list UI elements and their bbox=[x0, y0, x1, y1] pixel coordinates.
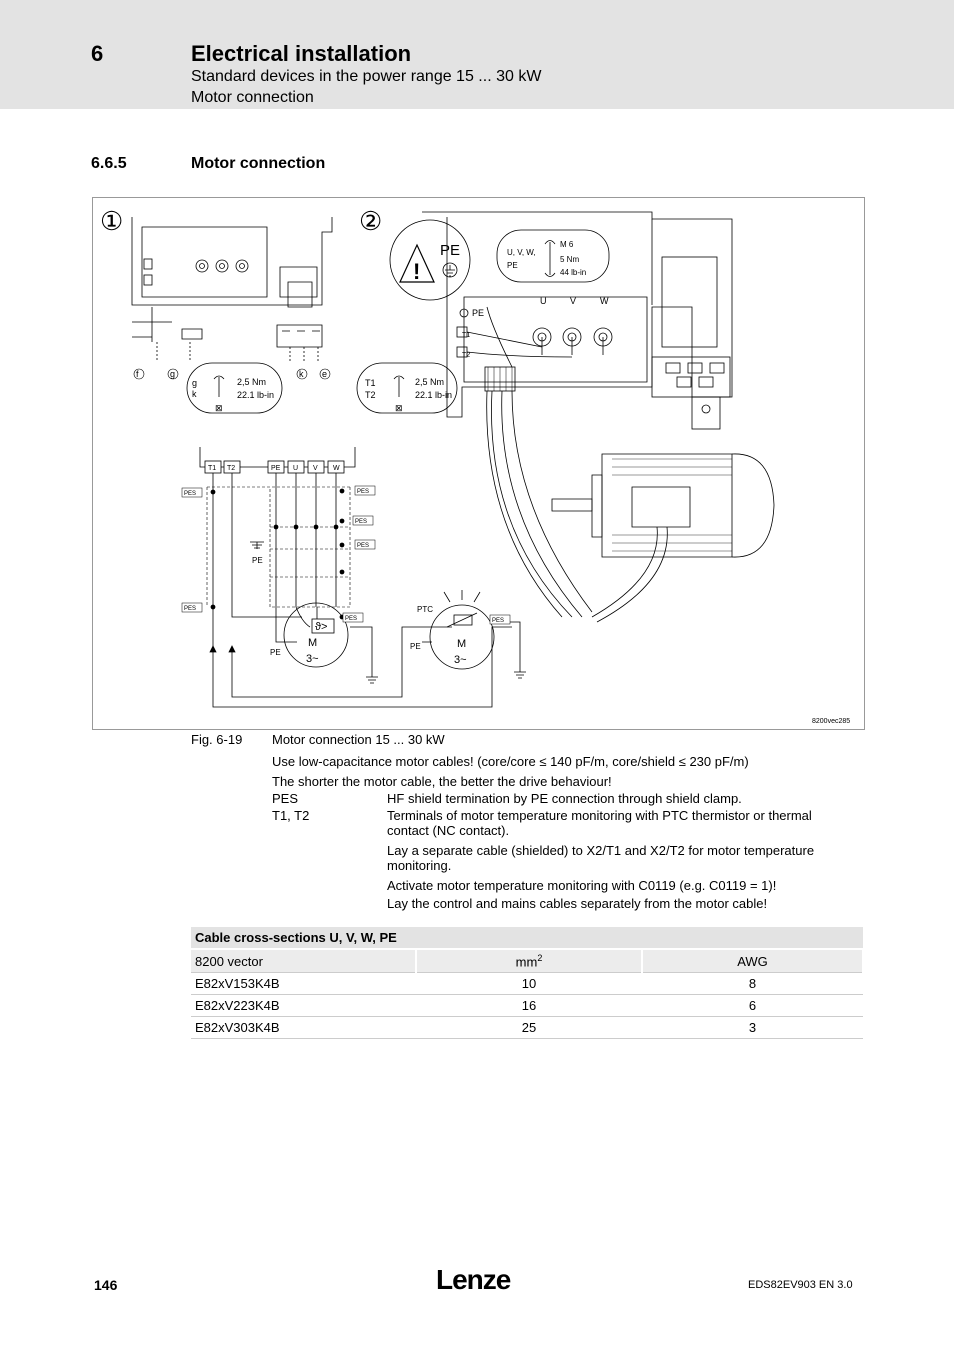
pes-label-4: PES bbox=[357, 543, 370, 549]
figure-code: 8200vec285 bbox=[812, 718, 851, 725]
table-row bbox=[191, 995, 863, 1017]
note-cable-length: The shorter the motor cable, the better the drive behaviour! bbox=[272, 774, 612, 789]
pes-label-7: PES bbox=[492, 618, 505, 624]
device-detail-1 bbox=[132, 217, 332, 362]
tool-pe: PE bbox=[507, 261, 518, 270]
device-t1: T1 bbox=[462, 332, 471, 339]
letter-f: f bbox=[136, 369, 139, 379]
chapter-header bbox=[0, 0, 954, 109]
letter-g: g bbox=[170, 369, 176, 379]
cell-model: E82xV223K4B bbox=[191, 995, 416, 1017]
page-number: 146 bbox=[94, 1277, 118, 1293]
col-mm: mm bbox=[515, 954, 538, 970]
torque-right-value: 2,5 Nm bbox=[415, 377, 445, 387]
device-pe: PE bbox=[472, 308, 485, 318]
tool-terminals: U, V, W, bbox=[507, 248, 536, 257]
def-desc-pes: HF shield termination by PE connection through shield clamp. bbox=[387, 791, 742, 806]
marker-1: ① bbox=[100, 206, 124, 236]
cell-model: E82xV303K4B bbox=[191, 1017, 416, 1039]
def-term-t1t2: T1, T2 bbox=[272, 808, 310, 823]
sch-w: W bbox=[333, 465, 340, 472]
caption-label: Fig. 6-19 bbox=[191, 732, 243, 747]
torque-right-t2: T2 bbox=[365, 390, 376, 400]
svg-text:!: ! bbox=[413, 259, 421, 284]
device-u: U bbox=[540, 296, 547, 306]
document-id: EDS82EV903 EN 3.0 bbox=[748, 1279, 853, 1291]
pe-warning-label: PE bbox=[440, 242, 461, 259]
sch-t1: T1 bbox=[208, 465, 217, 472]
motor1-m: M bbox=[308, 637, 318, 649]
sch-t2: T2 bbox=[227, 465, 236, 472]
svg-text:⊠: ⊠ bbox=[395, 403, 403, 413]
sch-pe-motor2: PE bbox=[410, 642, 421, 651]
cell-mm: 10 bbox=[416, 973, 642, 995]
device-w: W bbox=[600, 296, 609, 306]
cell-awg: 6 bbox=[642, 995, 863, 1017]
caption-text: Motor connection 15 ... 30 kW bbox=[272, 732, 445, 747]
letter-e: e bbox=[322, 369, 328, 379]
sch-pe: PE bbox=[271, 465, 281, 472]
note-capacitance: Use low-capacitance motor cables! (core/core ≤ 140 pF/m, core/shield ≤ 230 pF/m) bbox=[272, 754, 749, 769]
cell-awg: 8 bbox=[642, 973, 863, 995]
torque-right-imperial: 22.1 lb-in bbox=[415, 390, 453, 400]
pes-label-2: PES bbox=[357, 489, 370, 495]
motor2-m: M bbox=[457, 638, 467, 650]
col-mm-sup: 2 bbox=[537, 953, 543, 963]
pes-label-3: PES bbox=[355, 519, 368, 525]
note-separate-lay: Lay the control and mains cables separately from the motor cable! bbox=[387, 896, 768, 911]
pes-label-5: PES bbox=[184, 606, 197, 612]
chapter-number: 6 bbox=[91, 41, 104, 66]
motor1-phase: 3~ bbox=[306, 653, 319, 665]
sch-pe-ground: PE bbox=[252, 556, 263, 565]
svg-text:g: g bbox=[192, 378, 198, 388]
motor2-phase: 3~ bbox=[454, 654, 467, 666]
sch-ptc: PTC bbox=[417, 605, 433, 614]
table-title: Cable cross-sections U, V, W, PE bbox=[191, 927, 863, 949]
device-v: V bbox=[570, 296, 577, 306]
svg-text:k: k bbox=[192, 389, 197, 399]
table-row bbox=[191, 973, 863, 995]
chapter-subtitle: Standard devices in the power range 15 ... 30 kW bbox=[191, 68, 542, 85]
svg-text:⊠: ⊠ bbox=[215, 403, 223, 413]
pe-warning-callout bbox=[390, 220, 470, 300]
tool-torque-imperial: 44 lb-in bbox=[560, 268, 587, 277]
table-row bbox=[191, 1017, 863, 1039]
cable-table bbox=[191, 927, 864, 1039]
def-term-pes: PES bbox=[272, 791, 299, 806]
cell-mm: 25 bbox=[416, 1017, 642, 1039]
chapter-subtitle-2: Motor connection bbox=[191, 89, 314, 106]
cell-awg: 3 bbox=[642, 1017, 863, 1039]
lenze-logo: Lenze bbox=[436, 1264, 511, 1295]
device-t2: T2 bbox=[462, 352, 471, 359]
sch-v: V bbox=[313, 465, 318, 472]
pes-label-1: PES bbox=[184, 491, 197, 497]
theta-label: ϑ> bbox=[315, 621, 328, 633]
section-title: Motor connection bbox=[191, 155, 326, 172]
col-vector: 8200 vector bbox=[191, 949, 416, 973]
note-activate: Activate motor temperature monitoring with C0119 (e.g. C0119 = 1)! bbox=[387, 878, 777, 893]
col-awg: AWG bbox=[642, 949, 863, 973]
torque-right-t1: T1 bbox=[365, 378, 376, 388]
motor-drawing bbox=[552, 454, 774, 622]
torque-left-imperial: 22.1 lb-in bbox=[237, 390, 275, 400]
wiring-figure bbox=[92, 197, 865, 730]
torque-callout-right bbox=[357, 363, 457, 413]
torque-left-value: 2,5 Nm bbox=[237, 377, 267, 387]
torque-callout-left bbox=[187, 363, 282, 413]
tool-thread: M 6 bbox=[560, 240, 574, 249]
cell-mm: 16 bbox=[416, 995, 642, 1017]
cell-model: E82xV153K4B bbox=[191, 973, 416, 995]
note-separate-cable: Lay a separate cable (shielded) to X2/T1 and X2/T2 for motor temperature monitoring. bbox=[387, 843, 815, 873]
col-mm2 bbox=[416, 949, 642, 973]
pes-label-6: PES bbox=[345, 616, 358, 622]
sch-u: U bbox=[293, 465, 299, 472]
sch-pe-motor1: PE bbox=[270, 648, 281, 657]
tool-torque: 5 Nm bbox=[560, 255, 580, 264]
def-desc-t1t2: Terminals of motor temperature monitoring with PTC thermistor or thermal contact (NC contact). bbox=[387, 808, 812, 838]
section-number: 6.6.5 bbox=[91, 155, 127, 172]
marker-2: ② bbox=[359, 206, 383, 236]
chapter-title: Electrical installation bbox=[191, 41, 412, 66]
letter-k: k bbox=[299, 369, 304, 379]
